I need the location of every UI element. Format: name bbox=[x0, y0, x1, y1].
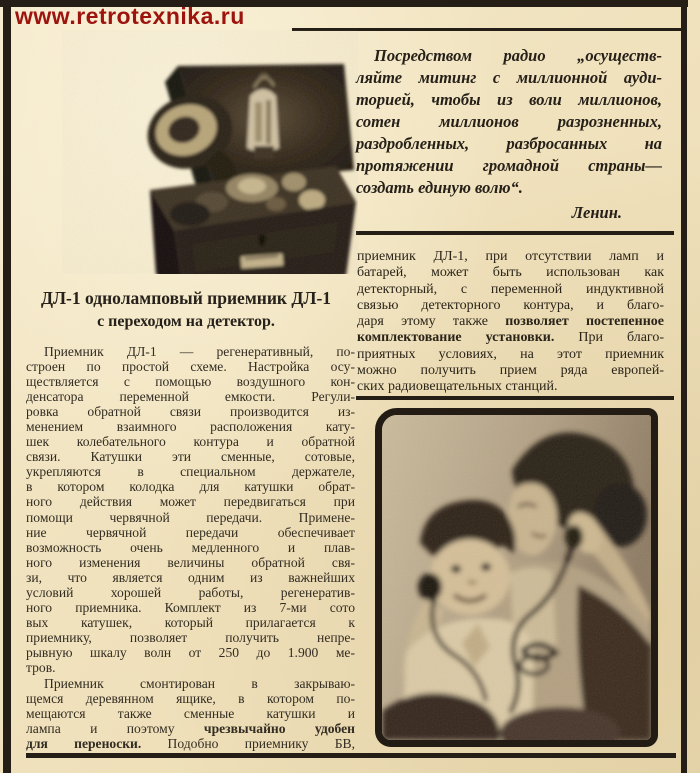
text-line bbox=[26, 419, 355, 434]
text-segment: раздробленных, разбросанных на bbox=[356, 134, 662, 153]
text-segment: создать единую волю“. bbox=[356, 178, 523, 197]
left-border-rule bbox=[3, 0, 11, 773]
text-segment: в котором колодка для катушки обрат- bbox=[26, 479, 355, 495]
text-segment: возможность очень медленного и плав- bbox=[26, 539, 355, 555]
text-line bbox=[357, 265, 664, 281]
text-segment: батарей, может быть использован как bbox=[357, 265, 664, 281]
text-segment: рывную шкалу волн от 250 до 1.900 ме- bbox=[26, 644, 355, 660]
text-segment: щемся деревянном ящике, в котором по- bbox=[26, 691, 355, 707]
text-line bbox=[26, 449, 355, 464]
text-segment: приятных условиях, на этот приемник bbox=[357, 346, 664, 362]
text-segment: приемнику, позволяет получить непре- bbox=[26, 629, 355, 645]
text-line bbox=[356, 155, 662, 177]
text-line bbox=[26, 374, 355, 389]
text-line bbox=[357, 314, 664, 330]
text-segment: протяжении громадной страны— bbox=[356, 156, 662, 175]
text-segment: приемник ДЛ-1, при отсутствии ламп и bbox=[357, 249, 664, 264]
text-line bbox=[26, 706, 355, 721]
text-segment: При благо- bbox=[554, 330, 664, 346]
text-segment: ществляется с помощью воздушного кон- bbox=[26, 374, 355, 390]
text-segment: сотен миллионов разрозненных, bbox=[356, 112, 662, 131]
quote-attribution: Ленин. bbox=[571, 203, 622, 222]
text-line bbox=[356, 111, 662, 133]
woman-child-headphones-illustration bbox=[382, 415, 651, 740]
text-line bbox=[26, 691, 355, 706]
text-line bbox=[26, 510, 355, 525]
bold-text-segment: комплектование установки. bbox=[357, 330, 555, 346]
text-line bbox=[357, 347, 664, 363]
text-line bbox=[356, 89, 662, 111]
text-segment: торией, чтобы из воли миллионов, bbox=[356, 90, 662, 109]
text-line bbox=[357, 379, 664, 395]
text-segment: ного изменения величины обратной свя- bbox=[26, 554, 355, 570]
bold-text-segment: позволяет постепенное bbox=[505, 314, 664, 330]
text-line bbox=[26, 645, 355, 660]
text-segment: укрепляются в специальном держателе, bbox=[26, 464, 355, 480]
text-line bbox=[26, 630, 355, 645]
text-line bbox=[26, 540, 355, 555]
text-segment: зи, что является одним из важнейших bbox=[26, 569, 355, 585]
text-segment: Посредством радио „осуществ- bbox=[374, 46, 662, 65]
text-line bbox=[26, 615, 355, 630]
lenin-quote bbox=[356, 45, 662, 224]
text-line bbox=[26, 359, 355, 374]
text-segment: детекторный, с переменной индуктивной bbox=[357, 281, 664, 297]
text-line bbox=[26, 389, 355, 404]
text-segment: даря этому также bbox=[357, 314, 506, 330]
text-segment: ских радиовещательных станций. bbox=[357, 379, 558, 395]
text-segment: можно получить прием ряда европей- bbox=[357, 363, 664, 379]
quote-lines bbox=[356, 45, 662, 199]
text-line bbox=[26, 721, 355, 736]
text-segment: ного действия может передвигаться при bbox=[26, 494, 355, 510]
column-divider-rule bbox=[356, 396, 674, 400]
radio-receiver-photo bbox=[62, 30, 358, 274]
text-line bbox=[357, 363, 664, 379]
bold-text-segment: для переноски. bbox=[26, 736, 142, 752]
text-segment: Подобно приемнику БВ, bbox=[141, 736, 355, 752]
text-segment: связью детекторного контура, и благо- bbox=[357, 297, 664, 313]
radio-receiver-illustration bbox=[62, 30, 358, 274]
text-segment: менением взаимного расположения кату- bbox=[26, 419, 355, 435]
listeners-photo bbox=[375, 408, 658, 747]
article-title-line2: с переходом на детектор. bbox=[97, 313, 275, 330]
bottom-rule bbox=[26, 753, 676, 758]
text-segment: ровка обратной связи производится из- bbox=[26, 404, 355, 420]
text-line bbox=[357, 330, 664, 346]
text-line bbox=[26, 404, 355, 419]
bold-text-segment: чрезвычайно удобен bbox=[203, 721, 356, 737]
quote-divider-rule bbox=[356, 231, 674, 235]
text-segment: строен по простой схеме. Настройка осу- bbox=[26, 359, 355, 375]
text-segment: лампа и поэтому bbox=[26, 721, 204, 737]
text-line bbox=[26, 736, 355, 751]
article-title-line1: ДЛ-1 одноламповый приемник ДЛ-1 bbox=[40, 288, 332, 308]
text-line bbox=[26, 585, 355, 600]
text-line bbox=[356, 45, 662, 67]
text-segment: ного приемника. Комплект из 7-ми сото bbox=[26, 599, 355, 615]
text-line bbox=[357, 298, 664, 314]
text-line bbox=[26, 464, 355, 479]
article-title bbox=[16, 286, 356, 333]
text-line bbox=[26, 525, 355, 540]
text-line bbox=[26, 479, 355, 494]
text-segment: тров. bbox=[26, 659, 56, 675]
text-line bbox=[26, 494, 355, 509]
text-segment: Приемник ДЛ-1 — регенеративный, по- bbox=[44, 344, 355, 359]
right-column-paragraph bbox=[357, 249, 664, 396]
right-border-rule bbox=[681, 4, 687, 773]
text-line bbox=[26, 676, 355, 691]
text-line bbox=[26, 600, 355, 615]
text-line bbox=[357, 249, 664, 265]
text-segment: Приемник смонтирован в закрываю- bbox=[44, 676, 355, 691]
text-segment: условий хорошей работы, регенератив- bbox=[26, 584, 355, 600]
watermark-url: www.retrotexnika.ru bbox=[15, 3, 245, 29]
text-segment: ние червячной передачи обеспечивает bbox=[26, 524, 355, 540]
text-line bbox=[26, 570, 355, 585]
text-segment: помощи червячной передачи. Примене- bbox=[26, 509, 355, 525]
text-segment: ляйте митинг с миллионной ауди- bbox=[356, 68, 662, 87]
text-line bbox=[356, 133, 662, 155]
text-segment: связи. Катушки эти сменные, сотовые, bbox=[26, 449, 355, 465]
text-segment: мещаются также сменные катушки и bbox=[26, 706, 355, 722]
text-line bbox=[26, 434, 355, 449]
text-line bbox=[26, 555, 355, 570]
text-line bbox=[357, 282, 664, 298]
text-line bbox=[26, 344, 355, 359]
left-column-paragraph-2 bbox=[26, 676, 355, 751]
text-line bbox=[26, 660, 355, 675]
left-column-paragraph-1 bbox=[26, 344, 355, 675]
text-segment: денсатора переменной емкости. Регули- bbox=[26, 389, 355, 405]
text-line bbox=[356, 67, 662, 89]
text-segment: шек колебательного контура и обратной bbox=[26, 434, 355, 450]
text-line bbox=[356, 177, 662, 199]
text-segment: вых катушек, который прилагается к bbox=[26, 614, 355, 630]
